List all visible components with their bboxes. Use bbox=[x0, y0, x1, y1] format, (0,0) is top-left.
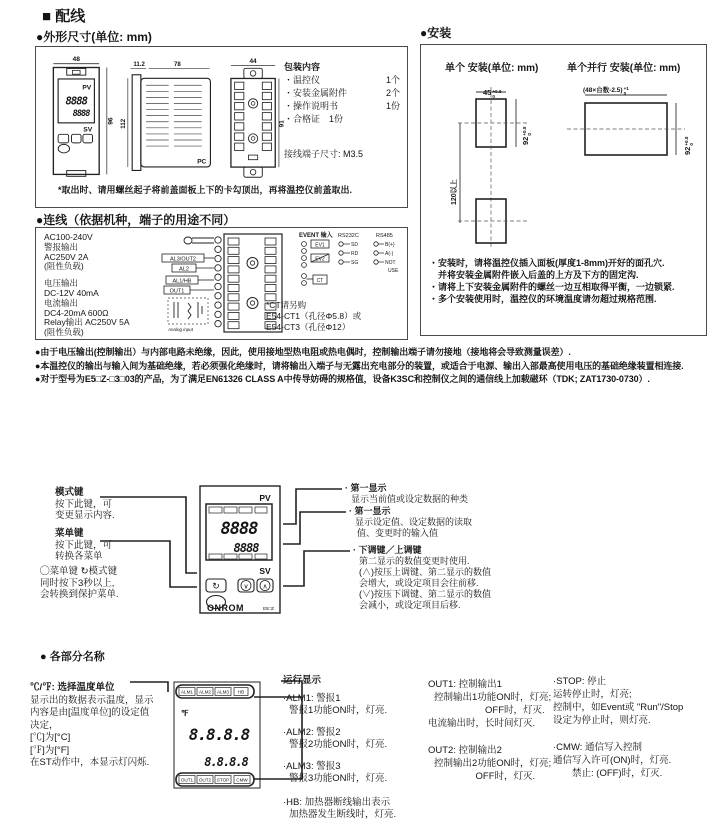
package-title: 包装内容 bbox=[284, 62, 321, 72]
rs232c-title: RS232C bbox=[338, 233, 359, 239]
menu-key-note: 菜单键 按下此键，可 转换各菜单 bbox=[55, 528, 113, 562]
rs485-not: NOT bbox=[385, 260, 396, 266]
temp-unit-note: ℃/℉: 选择温度单位 显示出的数据表示温度，显示 内容是由[温度单位]的设定值 决定， [℃]为[°C] [℉]为[°F] 在ST动作中，本显示灯闪烁. bbox=[30, 682, 154, 768]
model-label: E5□Z bbox=[263, 606, 274, 611]
panel-display-1: 8888 bbox=[220, 519, 258, 539]
run-display-column bbox=[283, 675, 396, 821]
panel-top-badges bbox=[209, 507, 267, 513]
event-comms-drawing bbox=[298, 230, 404, 296]
analog-input-label: Analog input bbox=[168, 327, 194, 332]
badge-stop: STOP bbox=[216, 777, 230, 783]
dim-11-2: 11.2 bbox=[133, 61, 145, 69]
front-display-1: 8888 bbox=[65, 95, 88, 108]
dimensions-panel bbox=[35, 46, 408, 208]
pc-label: PC bbox=[197, 158, 207, 166]
wiring-panel bbox=[35, 227, 408, 340]
mode-key-icon: ↻ bbox=[212, 581, 220, 591]
rs232c-rd: RD bbox=[351, 251, 359, 257]
package-item: ・操作说明书 1份 bbox=[284, 101, 400, 111]
left-terminal-screws bbox=[215, 237, 221, 327]
parts-heading: ● 各部分名称 bbox=[40, 651, 105, 663]
single-install-title: 单个 安装(单位: mm) bbox=[445, 63, 539, 74]
out-column: OUT1: 控制输出1 控制输出1功能ON时，灯亮; OFF时，灯灭. 电流输出时，长时间灯灭. OUT2: 控制输出2 控制输出2功能ON时，灯亮; OFF时，灯灭. bbox=[428, 679, 552, 782]
dim-45-label: 45 +0.6 0 bbox=[483, 88, 502, 99]
package-item: ・合格证 1份 bbox=[284, 114, 344, 124]
panel-display-2: 8888 bbox=[233, 541, 259, 555]
ev2-label: EV2 bbox=[315, 256, 325, 263]
output-specs: AC100-240V 警报输出 AC250V 2A (阻性负载) 电压输出 DC-12V 40mA 电流输出 DC4-20mA 600Ω Relay输出 AC250V 5A (阻性负载) bbox=[44, 232, 130, 338]
term-al3-out2: AL3/OUT2 bbox=[170, 256, 196, 263]
badge-out1: OUT1 bbox=[180, 777, 194, 783]
run-display-title: 运行显示 bbox=[283, 675, 322, 686]
term-out1: OUT1 bbox=[169, 288, 185, 295]
lcd-display-2: 8.8.8.8 bbox=[204, 755, 248, 769]
install-panel bbox=[420, 44, 707, 336]
controller-panel-drawing bbox=[197, 484, 285, 616]
rs485-b: B(+) bbox=[385, 242, 395, 248]
badge-cmw: CMW bbox=[236, 777, 248, 783]
dim-92a-label: 92 +0.8 0 bbox=[521, 126, 532, 145]
down-key-icon: ∨ bbox=[243, 583, 249, 591]
back-view-drawing bbox=[218, 51, 290, 189]
panel-pv-label: PV bbox=[259, 493, 271, 503]
removal-footnote: *取出时、请用螺丝起子将前盖面板上下的卡勾顶出，再将温控仪前盖取出. bbox=[58, 185, 353, 195]
run-item-alm3: ·ALM3: 警报3 警报3功能ON时，灯亮. bbox=[283, 761, 388, 784]
package-contents bbox=[284, 61, 400, 161]
caution-note-3: ●对于型号为E5□Z-□3□03的产品，为了满足EN61326 CLASS A中传导妨碍的规格值，设备K3SC和控制仪之间的通信线上加载磁环（TDK; ZAT1730-0730）. bbox=[35, 374, 650, 384]
badge-alm1: ALM1 bbox=[180, 689, 194, 695]
lcd-display-drawing bbox=[168, 680, 268, 792]
badge-hb: HB bbox=[237, 689, 245, 695]
dim-120-label: 120以上 bbox=[451, 179, 458, 205]
dim-91: 91 bbox=[278, 120, 286, 128]
rs232c-sg: SG bbox=[351, 260, 359, 266]
package-item: ・安装金属附件 2个 bbox=[284, 88, 400, 98]
page-title: ■ 配线 bbox=[42, 8, 86, 25]
panel-sv-label: SV bbox=[259, 566, 271, 576]
dim-96: 96 bbox=[107, 117, 115, 125]
install-heading: ●安装 bbox=[420, 26, 452, 40]
caution-notes bbox=[35, 346, 684, 387]
event-pins bbox=[302, 242, 307, 286]
mode-key-note: 模式键 按下此键，可 变更显示内容. bbox=[55, 487, 115, 521]
rs485-title: RS485 bbox=[376, 233, 393, 239]
side-view-drawing bbox=[120, 51, 220, 189]
ct-label: CT bbox=[316, 278, 324, 284]
lcd-unit-indicator: ℉ bbox=[181, 709, 189, 718]
front-view-drawing bbox=[40, 51, 124, 189]
lcd-display-1: 8.8.8.8 bbox=[188, 725, 250, 744]
up-key-icon: ∧ bbox=[262, 583, 268, 591]
badge-alm2: ALM2 bbox=[198, 689, 212, 695]
badge-out2: OUT2 bbox=[198, 777, 212, 783]
vent-lines bbox=[146, 85, 202, 146]
dim-48: 48 bbox=[72, 55, 80, 63]
dim-78: 78 bbox=[174, 61, 181, 69]
wiring-heading: ●连线（依据机种，端子的用途不同） bbox=[36, 213, 236, 227]
ev1-label: EV1 bbox=[315, 242, 325, 249]
ct-purchase-note: *CT请另购 E54-CT1（孔径Φ5.8）或 E54-CT3（孔径Φ12） bbox=[266, 300, 362, 332]
caution-note-2: ●本温控仪的输出与输入间为基础绝缘，若必须强化绝缘时，请将输出入端子与无露出充电部分的装置，或适合于电源、输出入部最高使用电压的基础绝缘装置相连接. bbox=[35, 360, 684, 371]
stop-cmw-column: ·STOP: 停止 运转停止时，灯亮; 控制中，如Event或 "Run"/Stop 设定为停止时，则灯亮. ·CMW: 通信写入控制 通信写入许可(ON)时，灯亮. 禁止: (OFF)时，灯灭. bbox=[553, 676, 684, 779]
sv-label: SV bbox=[83, 126, 93, 134]
sensor-symbols bbox=[174, 302, 202, 319]
term-al1-hb: AL1/HB bbox=[172, 278, 192, 285]
caution-note-1: ●由于电压输出(控制输出）与内部电路未绝缘，因此，使用接地型热电阻或热电偶时，控制输出端子请勿接地（接地将会导致测量误差）. bbox=[35, 347, 571, 357]
install-notes: ・安装时，请将温控仪插入面板(厚度1-8mm)开好的面孔穴. 并将安装金属附件嵌入后盖的上方及下方的固定沟. ・请将上下安装金属附件的螺丝一边互相取得平衡，一边锁紧. ・多个安装使用时，温控仪的环境温度请勿超过规格范围. bbox=[429, 258, 675, 304]
run-item-alm1: ·ALM1: 警报1 警报1功能ON时，灯亮. bbox=[283, 693, 388, 716]
display1-note: · 第一显示 显示当前值或设定数据的种类 bbox=[345, 483, 469, 504]
display2-note: · 第一显示 显示设定值、设定数据的读取 值、变更时的输入值 bbox=[349, 506, 473, 538]
dim-112: 112 bbox=[120, 118, 128, 129]
single-cutout-drawing bbox=[436, 79, 561, 251]
brand-label: ONROM bbox=[207, 603, 244, 613]
terminal-screw-note: 接线端子尺寸: M3.5 bbox=[284, 149, 364, 159]
front-display-2: 8888 bbox=[72, 109, 90, 120]
badge-alm3: ALM3 bbox=[216, 689, 230, 695]
parallel-install-title: 单个并行 安装(单位: mm) bbox=[567, 63, 681, 74]
package-item: ・温控仪 1个 bbox=[284, 75, 400, 85]
event-input-title: EVENT 输入 bbox=[299, 233, 333, 239]
dim-parallel-label: (48×台数-2.5) +1 0 bbox=[583, 86, 629, 96]
rs485-a: A(-) bbox=[385, 251, 394, 257]
pv-label: PV bbox=[82, 84, 92, 92]
term-al2: AL2 bbox=[179, 266, 189, 273]
rs232c-sd: SD bbox=[351, 242, 358, 248]
rs485-use: USE bbox=[388, 268, 399, 274]
combo-key-note: ◯菜单键 ↻模式键 同时按下3秒以上, 会转换到保护菜单. bbox=[40, 566, 119, 600]
run-item-hb: ·HB: 加热器断线输出表示 加热器发生断线时，灯亮. bbox=[283, 797, 397, 820]
dimensions-heading: ●外形尺寸(单位: mm) bbox=[36, 30, 152, 44]
run-item-alm2: ·ALM2: 警报2 警报2功能ON时，灯亮. bbox=[283, 727, 388, 750]
updown-key-note: · 下调键／上调键 第二显示的数值变更时使用. (∧)按压上调键、第二显示的数值 会增大，或设定项目会往前移. (∨)按压下调键、第二显示的数值 会减小，或设定项目后移. bbox=[353, 545, 491, 610]
dim-44: 44 bbox=[249, 57, 257, 65]
dim-92b-label: 92 +0.8 0 bbox=[683, 136, 694, 155]
